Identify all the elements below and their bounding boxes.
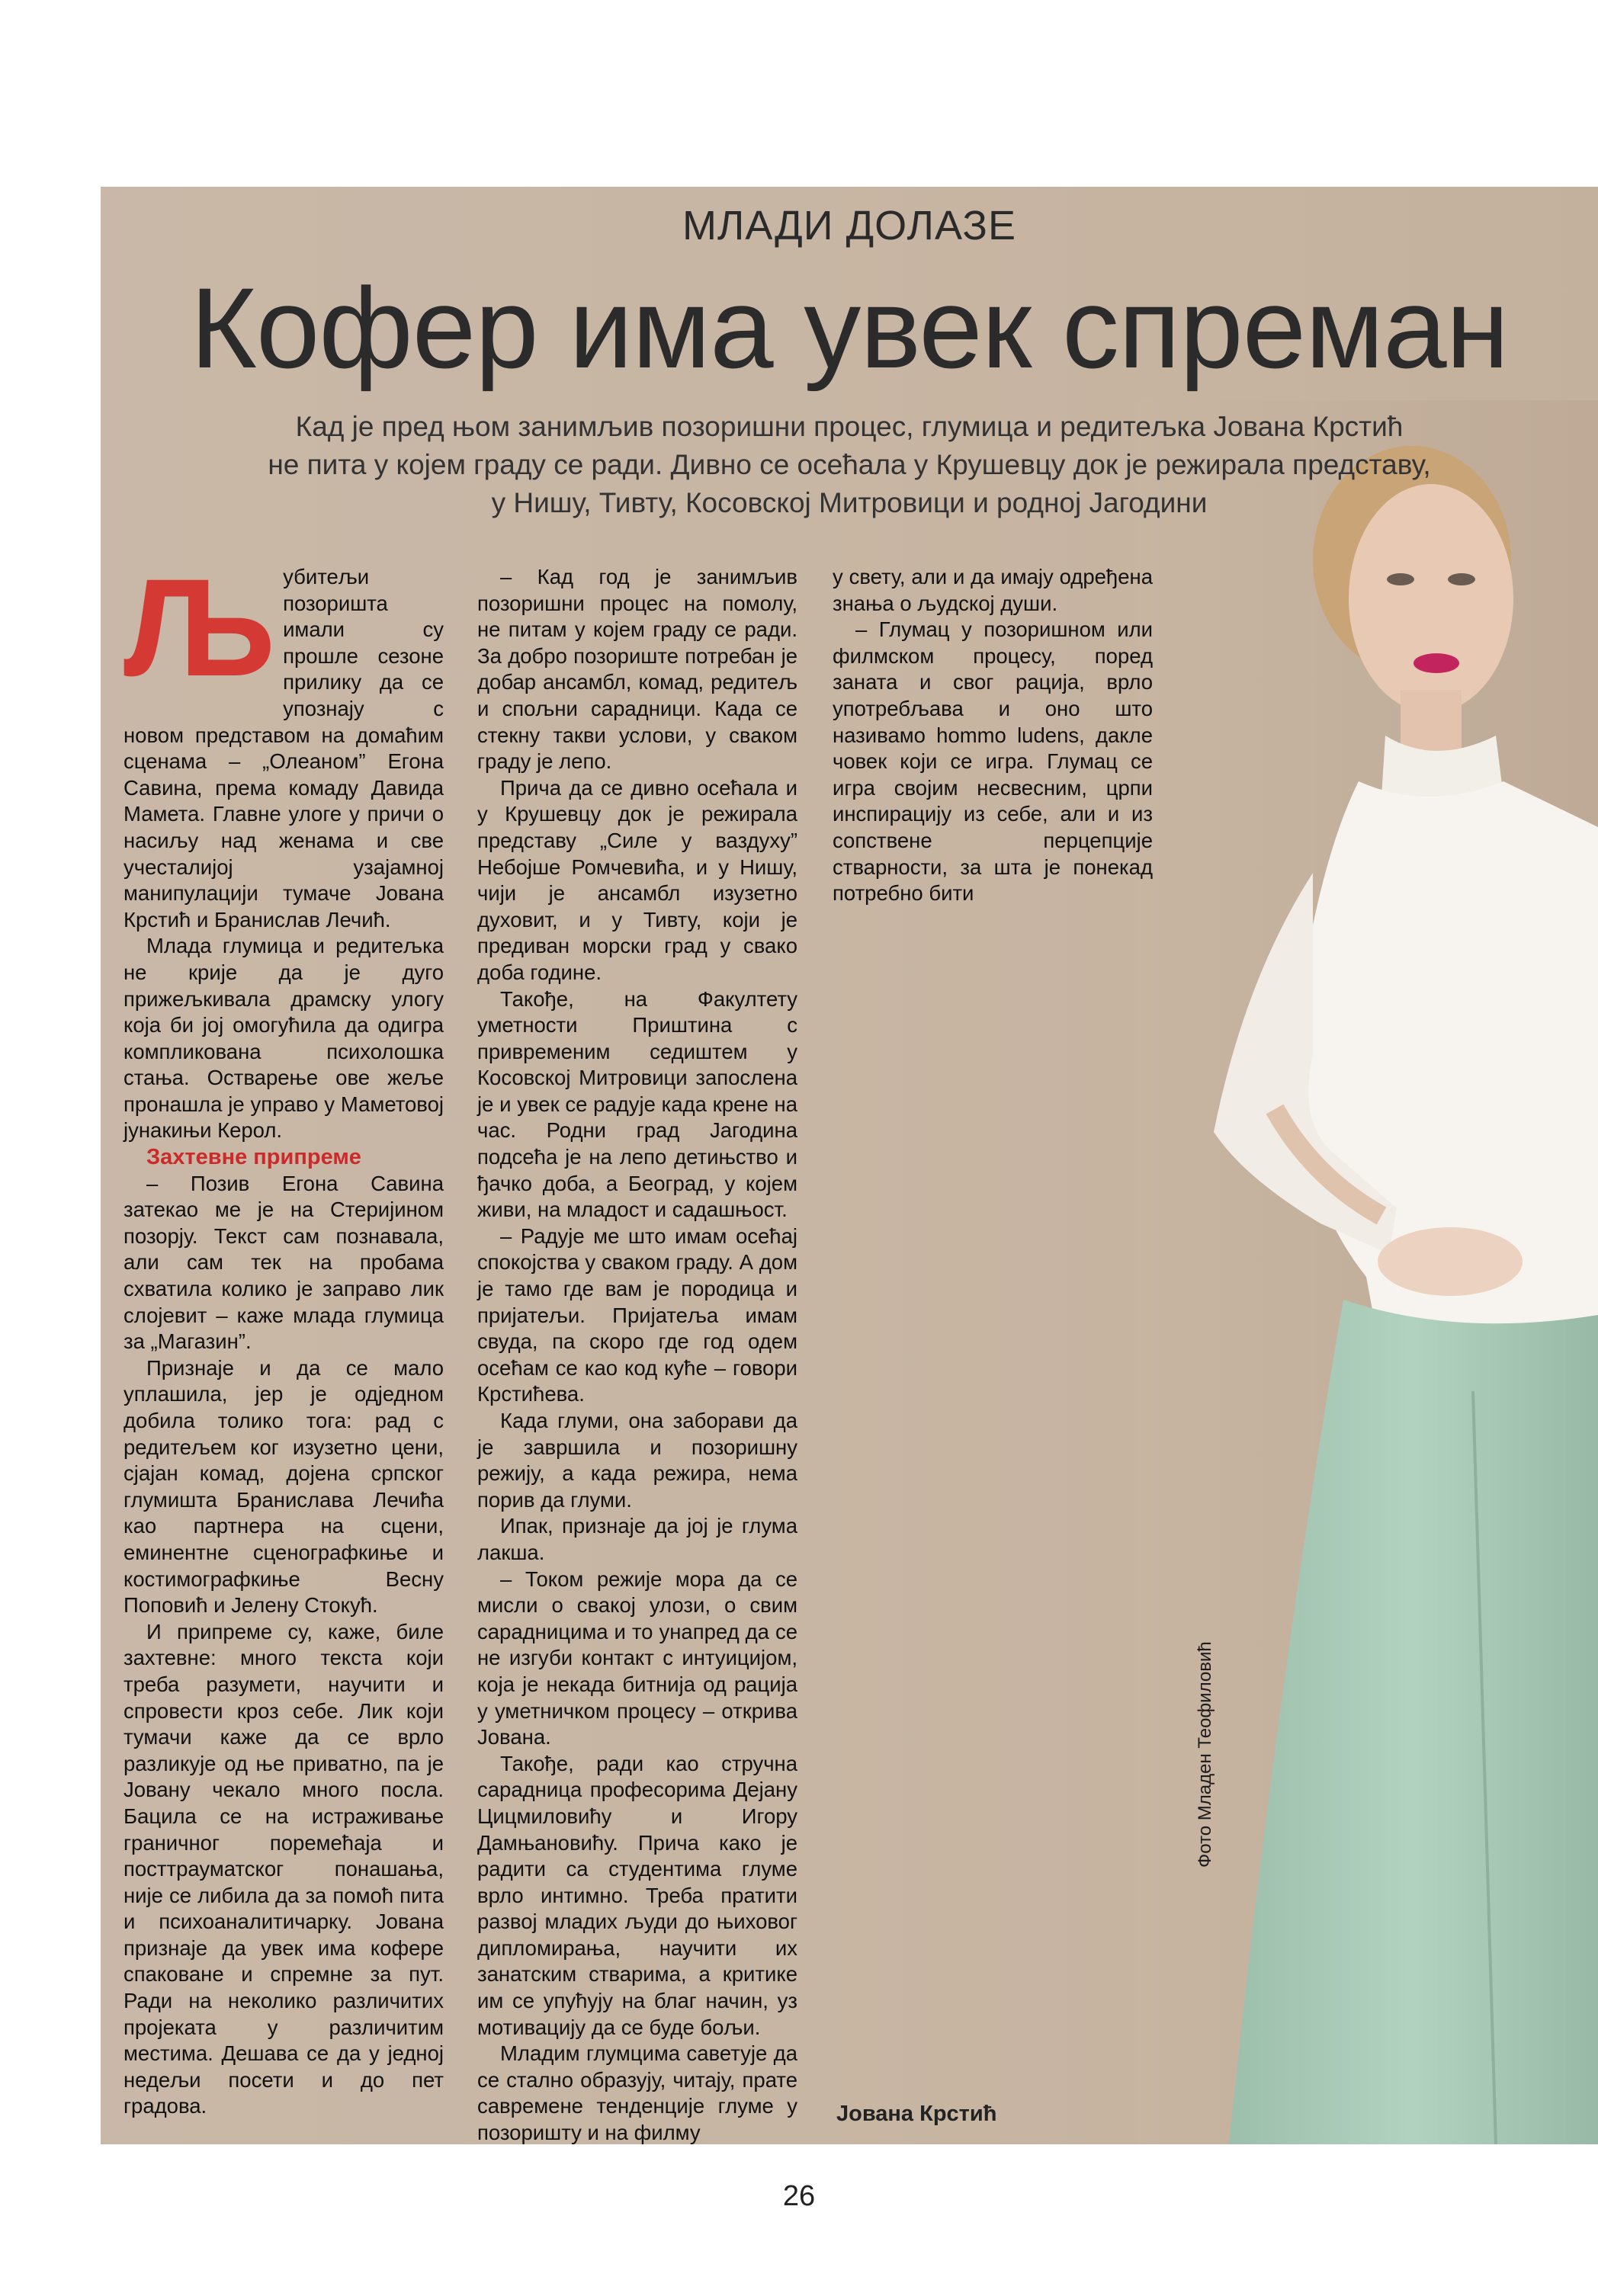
paragraph: Такође, на Факултету уметности Приштина с привременим седиштем у Косовској Митровици запослена је и увек се радује када крене на час. Родни град Јагодина подсећа је на лепо детињство и ђачко доба, а Београд, у којем живи, на младост и садашњост. [477, 986, 797, 1222]
paragraph: Прича да се дивно осећала и у Крушевцу док је режирала представу „Силе у ваздуху” Небојше Ромчевића, и у Нишу, чији је ансамбл изузетно духовит, и у Тивту, који је предиван морски град у свако доба године. [477, 775, 797, 984]
article-panel [101, 187, 1598, 2144]
paragraph: Признаје и да се мало уплашила, јер је одједном добила толико тога: рад с редитељем ког изузетно цени, сјајан комад, дојена српског глумишта Бранислава Лечића као партнера на сцени, еминентне сценографкиње и костимографкиње Весну Поповић и Јелену Стокућ. [124, 1355, 444, 1618]
photo-caption: Јована Крстић [836, 2102, 997, 2126]
paragraph: Млада глумица и редитељка не крије да је дуго прижељкивала драмску улогу која би јој омогућила да одигра компликована психолошка стања. Остварење ове жеље пронашла је управо у Маметовој јунакињи Керол. [124, 934, 444, 1143]
paragraph: – Радује ме што имам осећај спокојства у сваком граду. А дом је тамо где вам је породица и пријатељи. Пријатеља имам свуда, па скоро где год одем осећам се као код куће – говори Крстићева. [477, 1223, 797, 1406]
portrait-photo [1138, 400, 1598, 2144]
article-column-1 [124, 550, 444, 2120]
subheading: Захтевне припреме [146, 1145, 361, 1170]
paragraph: – Глумац у позоришном или филмском процесу, поред заната и свог рација, врло употребљава и оно што називамо hommo ludens, дакле човек који се игра. Глумац се игра својим несвесним, црпи инспирацију из себе, али и из сопствене перцепције стварности, за шта је понекад потребно бити [833, 617, 1153, 906]
deck-line: Кад је пред њом занимљив позоришни процес, глумица и редитељка Јована Крстић [295, 411, 1404, 442]
article-column-3 [833, 564, 1153, 907]
article-column-2 [477, 564, 797, 2144]
drop-cap: Љ [124, 550, 276, 705]
deck-line: у Нишу, Тивту, Косовској Митровици и родној Јагодини [491, 487, 1208, 518]
photo-credit: Фото Младен Теофиловић [1195, 1641, 1215, 1868]
paragraph: убитељи позоришта имали су прошле сезоне прилику да се упознају с новом представом на домаћим сценама – „Олеаном” Егона Савина, према комаду Давида Мамета. Главне улоге у причи о насиљу над женама и све учесталијој узајамној манипулацији тумаче Јована Крстић и Бранислав Лечић. [124, 565, 444, 932]
deck [131, 408, 1568, 522]
deck-line: не пита у којем граду се ради. Дивно се осећала у Крушевцу док је режирала представу, [268, 449, 1431, 480]
paragraph: – Кад год је занимљив позоришни процес на помолу, не питам у којем граду се ради. За добро позориште потребан је добар ансамбл, комад, редитељ и спољни сарадници. Када се стекну такви услови, у сваком граду је лепо. [477, 565, 797, 774]
paragraph: Када глуми, она заборави да је завршила и позоришну режију, а када режира, нема порив да глуми. [477, 1409, 797, 1512]
headline: Кофер има увек спреман [190, 264, 1509, 392]
paragraph: у свету, али и да имају одређена знања о људској души. [833, 565, 1153, 615]
section-label: МЛАДИ ДОЛАЗЕ [682, 203, 1017, 249]
paragraph: – Током режије мора да се мисли о свакој улози, о свим сарадницима и то унапред да се не изгуби контакт с интуицијом, која је некада битнија од рација у уметничком процесу – открива Јована. [477, 1566, 797, 1749]
paragraph: Такође, ради као стручна сарадница професорима Дејану Цицмиловићу и Игору Дамњановићу. Прича како је радити са студентима глуме врло интимно. Треба пратити развој младих људи до њиховог дипломирања, научити их занатским стварима, а критике им се упућују на благ начин, уз мотивацију да се буде бољи. [477, 1751, 797, 2039]
paragraph: – Позив Егона Савина затекао ме је на Стеријином позорју. Текст сам познавала, али сам тек на пробама схватила колико је заправо лик слојевит – каже млада глумица за „Магазин”. [124, 1171, 444, 1354]
page-number: 26 [782, 2180, 816, 2212]
paragraph: Ипак, признаје да јој је глума лакша. [477, 1514, 797, 1564]
paragraph: И припреме су, каже, биле захтевне: много текста који треба разумети, научити и спровести кроз себе. Лик који тумачи каже да се врло разликује од ње приватно, па је Јовану чекало много посла. Бацила се на истраживање граничног поремећаја и посттрауматског понашања, није се либила да за помоћ пита и психоаналитичарку. Јована признаје да увек има кофере спаковане и спремне за пут. Ради на неколико различитих пројеката у различитим местима. Дешава се да у једној недељи посети и до пет градова. [124, 1619, 444, 2118]
paragraph: Младим глумцима саветује да се стално образују, читају, прате савремене тенденције глуме у позоришту и на филму [477, 2041, 797, 2144]
